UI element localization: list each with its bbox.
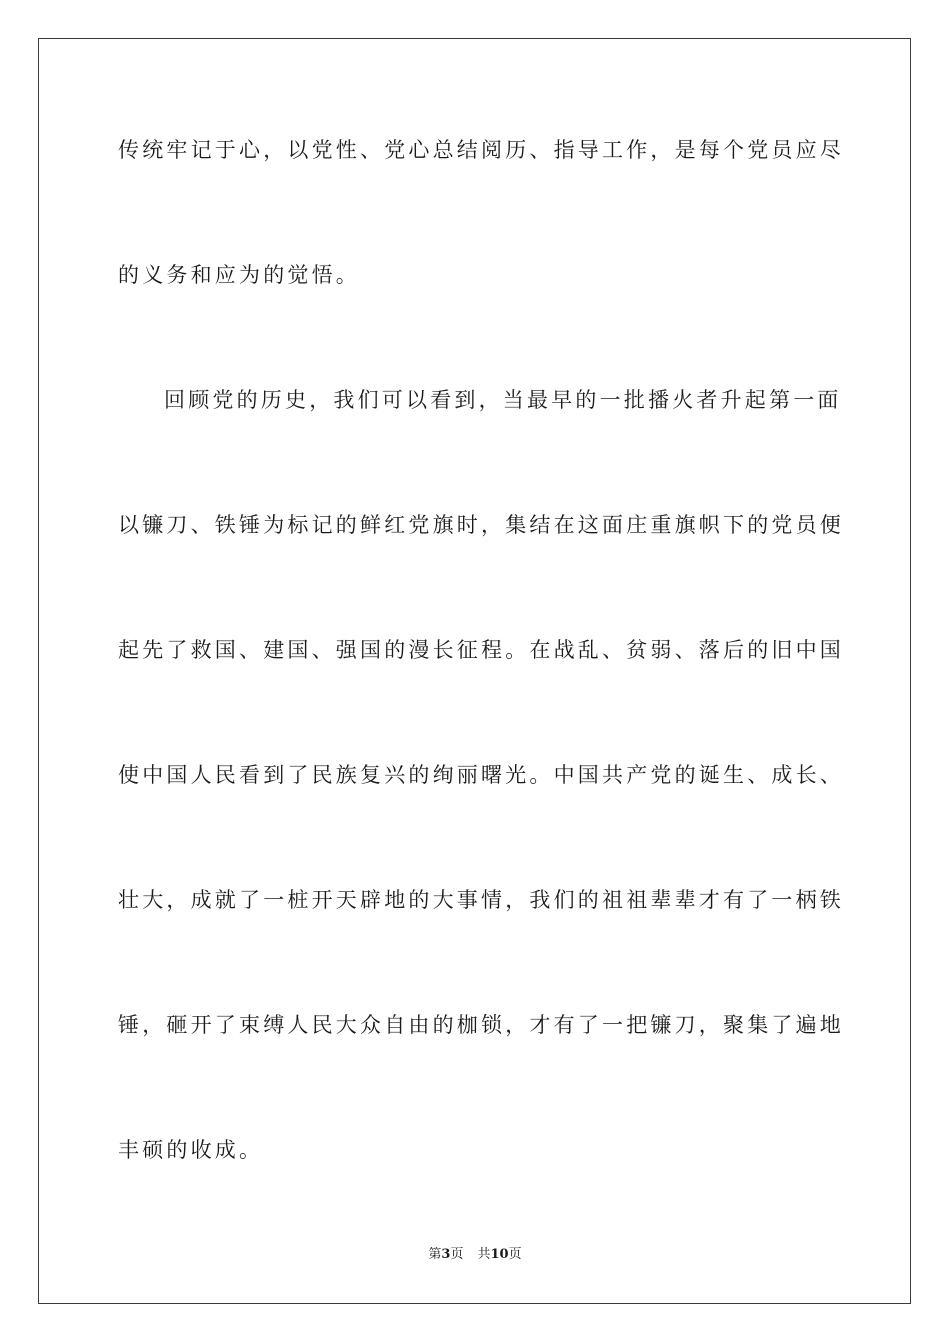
- text-line-4: 以镰刀、铁锤为标记的鲜红党旗时，集结在这面庄重旗帜下的党员便: [118, 513, 844, 537]
- page-prefix: 第: [428, 1247, 442, 1262]
- text-line-9: 丰硕的收成。: [118, 1138, 264, 1162]
- page-suffix: 页: [450, 1247, 464, 1262]
- text-line-6: 使中国人民看到了民族复兴的绚丽曙光。中国共产党的诞生、成长、: [118, 763, 844, 787]
- text-line-7: 壮大，成就了一桩开天辟地的大事情，我们的祖祖辈辈才有了一柄铁: [118, 888, 844, 912]
- total-suffix: 页: [508, 1247, 522, 1262]
- total-prefix: 共: [477, 1247, 491, 1262]
- text-line-3: 回顾党的历史，我们可以看到，当最早的一批播火者升起第一面: [164, 388, 842, 412]
- text-line-1: 传统牢记于心，以党性、党心总结阅历、指导工作，是每个党员应尽: [118, 138, 844, 162]
- text-line-2: 的义务和应为的觉悟。: [118, 263, 360, 287]
- page-frame: [38, 38, 911, 1304]
- text-line-8: 锤，砸开了束缚人民大众自由的枷锁，才有了一把镰刀，聚集了遍地: [118, 1013, 844, 1037]
- text-line-5: 起先了救国、建国、强国的漫长征程。在战乱、贫弱、落后的旧中国: [118, 638, 844, 662]
- page-number: 3: [441, 1247, 451, 1262]
- page-footer: [0, 1246, 950, 1264]
- total-pages: 10: [490, 1247, 509, 1262]
